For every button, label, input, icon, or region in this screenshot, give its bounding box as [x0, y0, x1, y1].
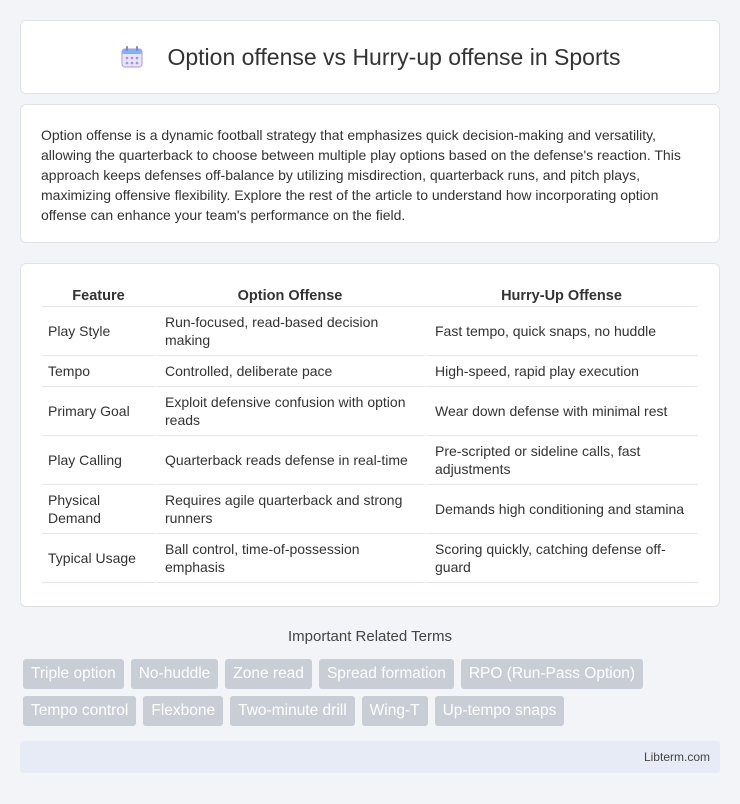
footer — [20, 741, 720, 773]
related-terms-title: Important Related Terms — [288, 628, 452, 645]
tag-up-tempo-snaps[interactable]: Up-tempo snaps — [435, 696, 565, 726]
tag-rpo[interactable]: RPO (Run-Pass Option) — [461, 659, 643, 689]
calendar-icon — [119, 44, 145, 70]
cell-hurry-up: Demands high conditioning and stamina — [425, 485, 698, 534]
related-terms-tags — [23, 659, 723, 733]
table-row — [42, 534, 698, 583]
table-row — [42, 387, 698, 436]
tag-two-minute-drill[interactable]: Two-minute drill — [230, 696, 355, 726]
intro-text: Option offense is a dynamic football strategy that emphasizes quick decision-making and versatility, allowing the quarterback to choose between multiple play options based on the defense's reaction. This approach keeps defenses off-balance by utilizing misdirection, quarterback runs, and pitch plays, maximizing offensive flexibility. Explore the rest of the article to understand how incorporating option offense can enhance your team's performance on the field. — [41, 127, 681, 223]
comparison-table-card — [20, 263, 720, 607]
tag-triple-option[interactable]: Triple option — [23, 659, 124, 689]
tag-row — [23, 659, 723, 689]
cell-feature: Play Calling — [42, 436, 155, 485]
cell-feature: Physical Demand — [42, 485, 155, 534]
table-header-row — [42, 285, 698, 307]
header-card — [20, 20, 720, 94]
cell-option: Exploit defensive confusion with option reads — [155, 387, 425, 436]
tag-flexbone[interactable]: Flexbone — [143, 696, 223, 726]
header-feature: Feature — [42, 285, 155, 307]
cell-hurry-up: High-speed, rapid play execution — [425, 356, 698, 387]
header-option-offense: Option Offense — [155, 285, 425, 307]
cell-option: Controlled, deliberate pace — [155, 356, 425, 387]
tag-row — [23, 696, 723, 726]
tag-no-huddle[interactable]: No-huddle — [131, 659, 219, 689]
table-row — [42, 485, 698, 534]
cell-option: Requires agile quarterback and strong runners — [155, 485, 425, 534]
tag-zone-read[interactable]: Zone read — [225, 659, 312, 689]
cell-hurry-up: Scoring quickly, catching defense off-guard — [425, 534, 698, 583]
comparison-table — [42, 285, 698, 583]
table-row — [42, 356, 698, 387]
tag-spread-formation[interactable]: Spread formation — [319, 659, 454, 689]
footer-brand[interactable]: Libterm.com — [643, 750, 710, 764]
cell-hurry-up: Wear down defense with minimal rest — [425, 387, 698, 436]
intro-card — [20, 104, 720, 243]
cell-hurry-up: Pre-scripted or sideline calls, fast adjustments — [425, 436, 698, 485]
cell-feature: Typical Usage — [42, 534, 155, 583]
cell-feature: Primary Goal — [42, 387, 155, 436]
tag-tempo-control[interactable]: Tempo control — [23, 696, 136, 726]
tag-wing-t[interactable]: Wing-T — [362, 696, 428, 726]
cell-option: Run-focused, read-based decision making — [155, 307, 425, 356]
cell-feature: Play Style — [42, 307, 155, 356]
cell-option: Quarterback reads defense in real-time — [155, 436, 425, 485]
cell-option: Ball control, time-of-possession emphasis — [155, 534, 425, 583]
page-title: Option offense vs Hurry-up offense in Sports — [167, 43, 621, 70]
cell-feature: Tempo — [42, 356, 155, 387]
table-row — [42, 436, 698, 485]
header-hurry-up-offense: Hurry-Up Offense — [425, 285, 698, 307]
table-row — [42, 307, 698, 356]
cell-hurry-up: Fast tempo, quick snaps, no huddle — [425, 307, 698, 356]
